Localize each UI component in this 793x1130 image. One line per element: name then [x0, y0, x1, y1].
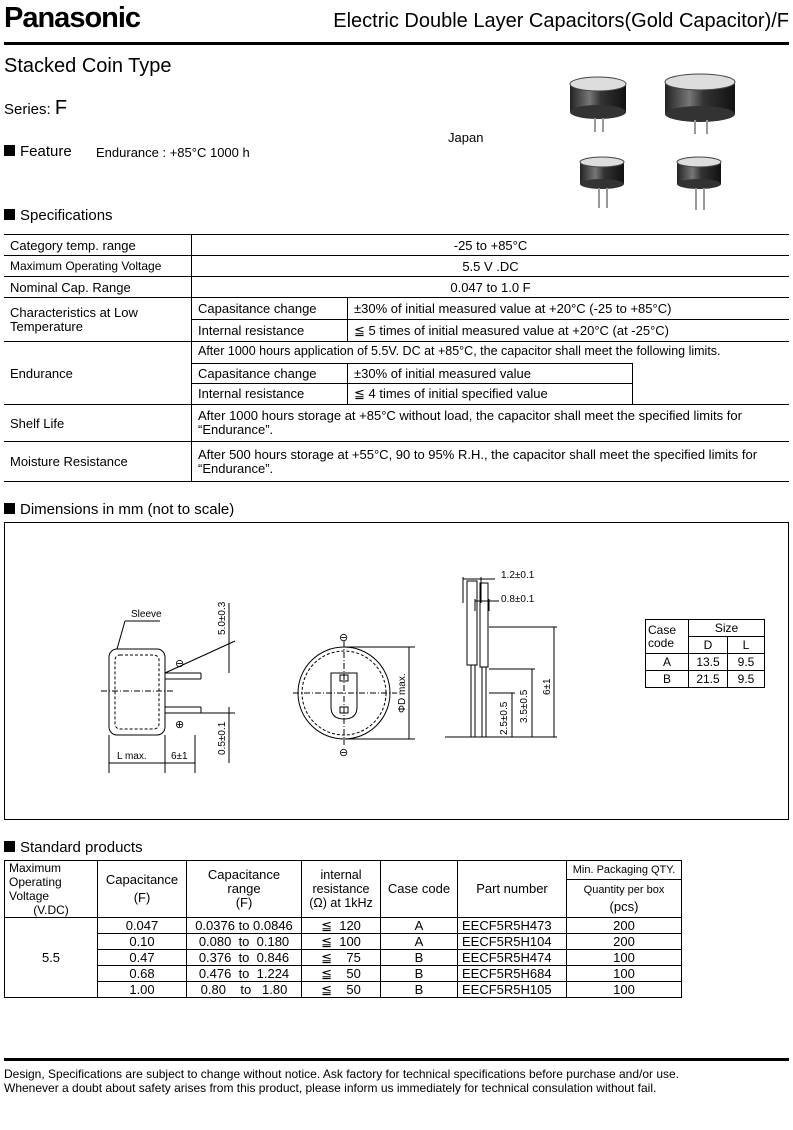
lead-width-1-label: 1.2±0.1: [501, 570, 535, 581]
side-height-3-label: 6±1: [542, 678, 553, 695]
footer-disclaimer: [4, 1067, 679, 1095]
capacitance-header-text: Capacitance: [105, 872, 179, 887]
spec-row-low-temp: [4, 298, 789, 342]
cap-cell: 0.047: [98, 918, 187, 934]
product-row: [5, 918, 682, 934]
spec-label: Category temp. range: [4, 235, 192, 256]
series-label: Series:: [4, 101, 51, 118]
quantity-header-text: Quantity per box: [583, 884, 665, 896]
dimensions-heading: Dimensions in mm (not to scale): [4, 501, 234, 518]
spec-label: Nominal Cap. Range: [4, 277, 192, 298]
part-number-cell: EECF5R5H684: [458, 966, 567, 982]
spec-value: After 500 hours storage at +55°C, 90 to 95% R.H., the capacitor shall meet the specified limits for “Endurance”.: [198, 446, 758, 476]
range-cell: 0.476 to 1.224: [187, 966, 302, 982]
footer-line-1: Design, Specifications are subject to change without notice. Ask factory for technical specifications before purchase and/or use.: [4, 1067, 680, 1081]
voltage-header-text: Maximum Operating Voltage: [9, 861, 62, 903]
spec-row-shelf-life: [4, 405, 789, 442]
sub-value: ≦ 5 times of initial measured value at +20°C (at -25°C): [354, 322, 670, 338]
range-cell: 0.080 to 0.180: [187, 934, 302, 950]
side-view: [101, 603, 235, 773]
bullet-square-icon: [4, 145, 15, 156]
series-line: [4, 97, 67, 120]
spec-row-moisture: [4, 442, 789, 482]
case-cell: A: [381, 934, 458, 950]
feature-heading: Feature: [4, 143, 72, 160]
product-photo: [560, 72, 775, 220]
case-code: A: [646, 654, 689, 671]
product-row: [5, 934, 682, 950]
voltage-header: [5, 861, 98, 918]
sub-label: Capasitance change: [192, 364, 348, 383]
case-d: 21.5: [689, 671, 728, 688]
spec-label: Moisture Resistance: [4, 442, 192, 482]
header-rule: [4, 42, 789, 45]
part-number-cell: EECF5R5H474: [458, 950, 567, 966]
packaging-header: Min. Packaging QTY.: [567, 861, 682, 880]
spec-row-nominal-cap: [4, 277, 789, 298]
resistance-header-unit: (Ω) at 1kHz: [309, 896, 373, 910]
sub-value: ±30% of initial measured value: [354, 366, 531, 381]
endurance-limits: [192, 363, 633, 404]
spec-row-max-voltage: [4, 256, 789, 277]
minus-terminal-top-icon: ⊖: [339, 632, 349, 644]
document-title: Electric Double Layer Capacitors(Gold Capacitor)/F: [333, 10, 789, 32]
endurance-resistance: [192, 384, 632, 404]
endurance-intro: After 1000 hours application of 5.5V. DC at +85°C, the capacitor shall meet the following limits.: [198, 344, 721, 358]
spec-label: Shelf Life: [4, 405, 192, 442]
cap-cell: 0.47: [98, 950, 187, 966]
resistance-cell: ≦ 50: [302, 982, 381, 998]
case-cell: A: [381, 918, 458, 934]
part-number-cell: EECF5R5H104: [458, 934, 567, 950]
lead-width-2-label: 0.8±0.1: [501, 594, 535, 605]
spec-value: -25 to +85°C: [453, 237, 528, 253]
case-cell: B: [381, 982, 458, 998]
l-max-label: L max.: [117, 751, 147, 762]
low-temp-resistance: [192, 320, 789, 341]
small-capacitor-1: [580, 157, 624, 208]
lead-offset-label: 0.5±0.1: [217, 721, 228, 755]
side-height-2-label: 3.5±0.5: [519, 689, 530, 723]
dimensions-box: [4, 522, 789, 820]
pitch-label: 6±1: [171, 751, 188, 762]
bullet-square-icon: [4, 841, 15, 852]
case-cell: B: [381, 950, 458, 966]
range-cell: 0.376 to 0.846: [187, 950, 302, 966]
small-capacitor-2: [677, 157, 721, 210]
specifications-heading: Specifications: [4, 207, 113, 224]
standard-products-heading: Standard products: [4, 839, 143, 856]
sub-label: Capasitance change: [192, 298, 348, 319]
qty-cell: 200: [567, 934, 682, 950]
qty-cell: 100: [567, 966, 682, 982]
l-header: L: [728, 637, 765, 654]
range-cell: 0.80 to 1.80: [187, 982, 302, 998]
series-type: Stacked Coin Type: [4, 55, 172, 77]
qty-cell: 200: [567, 918, 682, 934]
brand-logo: Panasonic: [4, 2, 141, 34]
lead-height-label: 5.0±0.3: [217, 601, 228, 635]
cap-cell: 0.10: [98, 934, 187, 950]
voltage-header-unit: (V.DC): [33, 903, 69, 917]
plus-terminal-icon: ⊕: [175, 719, 185, 731]
part-number-header: Part number: [458, 861, 567, 918]
side-height-1-label: 2.5±0.5: [499, 701, 510, 735]
case-size-table: [645, 619, 765, 688]
resistance-cell: ≦ 100: [302, 934, 381, 950]
footer-rule: [4, 1058, 789, 1061]
spec-row-endurance: [4, 342, 789, 405]
large-capacitor-2: [665, 74, 735, 134]
case-l: 9.5: [728, 654, 765, 671]
spec-label: Characteristics at Low Temperature: [4, 298, 192, 342]
sub-label: Internal resistance: [192, 320, 348, 341]
bullet-square-icon: [4, 209, 15, 220]
quantity-header: [567, 880, 682, 918]
sub-value: ≦ 4 times of initial specified value: [354, 386, 548, 401]
case-row-b: [646, 671, 765, 688]
minus-terminal-bottom-icon: ⊖: [339, 747, 349, 759]
range-header-text: Capacitance range: [207, 867, 281, 896]
qty-cell: 100: [567, 982, 682, 998]
feature-text: Endurance : +85°C 1000 h: [96, 145, 250, 160]
resistance-header: [302, 861, 381, 918]
resistance-cell: ≦ 75: [302, 950, 381, 966]
case-code-header: Case code: [381, 861, 458, 918]
endurance-cap-change: [192, 364, 632, 384]
case-row-a: [646, 654, 765, 671]
resistance-cell: ≦ 120: [302, 918, 381, 934]
low-temp-cap-change: [192, 298, 789, 320]
d-header: D: [689, 637, 728, 654]
cap-cell: 0.68: [98, 966, 187, 982]
resistance-cell: ≦ 50: [302, 966, 381, 982]
capacitance-header-unit: (F): [133, 890, 151, 905]
resistance-header-text: internal resistance: [312, 868, 370, 896]
case-code-header: Case code: [646, 620, 689, 654]
d-max-label: ΦD max.: [397, 673, 408, 713]
sub-value: ±30% of initial measured value at +20°C (-25 to +85°C): [354, 301, 672, 316]
sleeve-label: Sleeve: [131, 609, 162, 620]
cap-cell: 1.00: [98, 982, 187, 998]
qty-cell: 100: [567, 950, 682, 966]
range-header: [187, 861, 302, 918]
size-header: Size: [689, 620, 765, 637]
footer-line-2: Whenever a doubt about safety arises from this product, please inform us immediately for technical consulation without fail.: [4, 1081, 657, 1095]
part-number-cell: EECF5R5H473: [458, 918, 567, 934]
quantity-header-unit: (pcs): [609, 899, 639, 914]
specifications-table: [4, 234, 789, 482]
part-number-cell: EECF5R5H105: [458, 982, 567, 998]
spec-value: After 1000 hours storage at +85°C without load, the capacitor shall meet the specified limits for “Endurance”.: [198, 408, 742, 437]
case-cell: B: [381, 966, 458, 982]
series-name: F: [54, 97, 68, 119]
spec-value: 0.047 to 1.0 F: [450, 279, 531, 295]
voltage-cell: 5.5: [5, 918, 98, 998]
capacitance-header: [98, 861, 187, 918]
product-row: [5, 950, 682, 966]
product-row: [5, 966, 682, 982]
spec-row-category-temp: [4, 235, 789, 256]
spec-label: Maximum Operating Voltage: [4, 256, 192, 277]
spec-value: 5.5 V .DC: [462, 258, 519, 274]
standard-products-table: [4, 860, 682, 998]
case-l: 9.5: [728, 671, 765, 688]
range-header-unit: (F): [235, 895, 253, 910]
spec-label: Endurance: [4, 342, 192, 405]
origin-label: Japan: [448, 130, 484, 145]
minus-terminal-icon: ⊖: [175, 658, 185, 670]
large-capacitor-1: [570, 77, 626, 132]
range-cell: 0.0376 to 0.0846: [187, 918, 302, 934]
bullet-square-icon: [4, 503, 15, 514]
sub-label: Internal resistance: [192, 384, 348, 404]
case-d: 13.5: [689, 654, 728, 671]
product-row: [5, 982, 682, 998]
case-code: B: [646, 671, 689, 688]
